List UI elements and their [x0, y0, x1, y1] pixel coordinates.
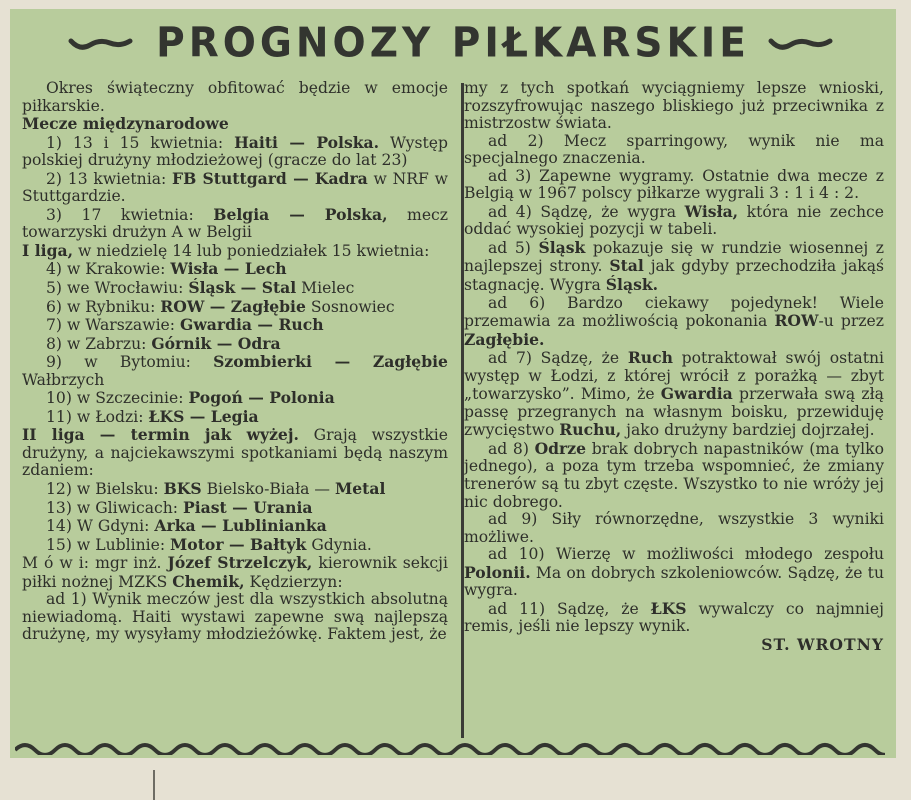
answer-ad8: ad 8) Odrze brak dobrych napastników (ma tylko jednego), a poza tym trzeba wspomnieć, że zmiany trenerów są tu zbyt częste. Wszystko to nie wróży jej nic dobrego.: [464, 438, 884, 511]
match-item: 8) w Zabrzu: Górnik — Odra: [46, 333, 281, 353]
answer-ad11: ad 11) Sądzę, że ŁKS wywalczy co najmniej remis, jeśli nie lepszy wynik.: [464, 598, 884, 636]
author-signature: ST. WROTNY: [761, 634, 884, 654]
match-item: 11) w Łodzi: ŁKS — Legia: [46, 406, 259, 426]
title-row: [10, 19, 896, 67]
answer-ad5: ad 5) Śląsk pokazuje się w rundzie wiosennej z najlepszej strony. Stal jak gdyby przechodziła jakąś stagnację. Wygra Śląsk.: [464, 237, 885, 295]
match-item: 1) 13 i 15 kwietnia: Haiti — Polska. Występ polskiej drużyny młodzieżowej (gracze do lat 23): [22, 132, 448, 170]
swash-right-icon: [768, 33, 838, 53]
section-heading-international: Mecze międzynarodowe: [22, 114, 229, 134]
match-item: 13) w Gliwicach: Piast — Urania: [46, 497, 313, 517]
match-item: 4) w Krakowie: Wisła — Lech: [46, 259, 287, 279]
match-item: 15) w Lublinie: Motor — Bałtyk Gdynia.: [46, 534, 372, 554]
answer-ad1-part1: ad 1) Wynik meczów jest dla wszystkich absolutną niewiadomą. Haiti wystawi zapewne swą najlepszą drużynę, my wysyłamy młodzieżówkę. Faktem jest, że: [22, 590, 448, 644]
match-item: 10) w Szczecinie: Pogoń — Polonia: [46, 388, 335, 408]
intro-paragraph: Okres świąteczny obfitować będzie w emocje piłkarskie.: [22, 79, 448, 115]
answer-ad7: ad 7) Sądzę, że Ruch potraktował swój ostatni występ w Łodzi, z której wrócił z porażką — zbyt „towarzysko”. Mimo, że Gwardia przerwała swą złą passę przegranych na własnym boisku, przewiduję zwycięstwo Ruchu, jako drużyny bardziej dojrzałej.: [464, 348, 885, 440]
answer-ad2: ad 2) Mecz sparringowy, wynik nie ma specjalnego znaczenia.: [464, 131, 884, 168]
match-item: 14) W Gdyni: Arka — Lublinianka: [46, 516, 327, 536]
page-title: PROGNOZY PIŁKARSKIE: [156, 19, 750, 67]
wavy-rule-icon: [15, 740, 885, 759]
match-item: 5) we Wrocławiu: Śląsk — Stal Mielec: [46, 278, 355, 298]
match-item: 12) w Bielsku: BKS Bielsko-Biała — Metal: [46, 479, 386, 499]
match-item: 7) w Warszawie: Gwardia — Ruch: [46, 315, 324, 335]
speaker-intro: M ó w i: mgr inż. Józef Strzelczyk, kierownik sekcji piłki nożnej MZKS Chemik, Kędzierzyn:: [22, 553, 448, 591]
answer-ad1-part2: my z tych spotkań wyciągniemy lepsze wnioski, rozszyfrowując naszego bliskiego już przeciwnika z mistrzostw świata.: [464, 79, 884, 133]
article-panel: [10, 9, 896, 758]
match-item: 9) w Bytomiu: Szombierki — Zagłębie Wałbrzych: [22, 352, 448, 389]
section-heading-league1: I liga, w niedzielę 14 lub poniedziałek 15 kwietnia:: [22, 240, 430, 260]
answer-ad9: ad 9) Siły równorzędne, wszystkie 3 wyniki możliwe.: [464, 510, 884, 546]
match-item: 6) w Rybniku: ROW — Zagłębie Sosnowiec: [46, 296, 395, 316]
column-divider: [461, 83, 464, 738]
answer-ad3: ad 3) Zapewne wygramy. Ostatnie dwa mecze z Belgią w 1967 polscy piłkarze wygrali 3 : 1 i 4 : 2.: [464, 166, 884, 203]
section-heading-league2: II liga — termin jak wyżej. Grają wszystkie drużyny, a najciekawszymi spotkaniami będą naszym zdaniem:: [22, 425, 448, 480]
match-item: 2) 13 kwietnia: FB Stuttgard — Kadra w NRF w Stuttgardzie.: [22, 168, 448, 206]
answer-ad6: ad 6) Bardzo ciekawy pojedynek! Wiele przemawia za możliwością pokonania ROW-u przez Zagłębie.: [464, 293, 884, 349]
answer-ad4: ad 4) Sądzę, że wygra Wisła, która nie zechce oddać wysokiej pozycji w tabeli.: [464, 201, 884, 239]
column-left: [22, 80, 448, 644]
column-right: [464, 80, 884, 654]
answer-ad10: ad 10) Wierzę w możliwości młodego zespołu Polonii. Ma on dobrych szkoleniowców. Sądzę, że tu wygra.: [464, 545, 884, 600]
margin-mark: [153, 770, 155, 800]
swash-left-icon: [68, 33, 138, 53]
match-item: 3) 17 kwietnia: Belgia — Polska, mecz towarzyski drużyn A w Belgii: [22, 204, 448, 242]
